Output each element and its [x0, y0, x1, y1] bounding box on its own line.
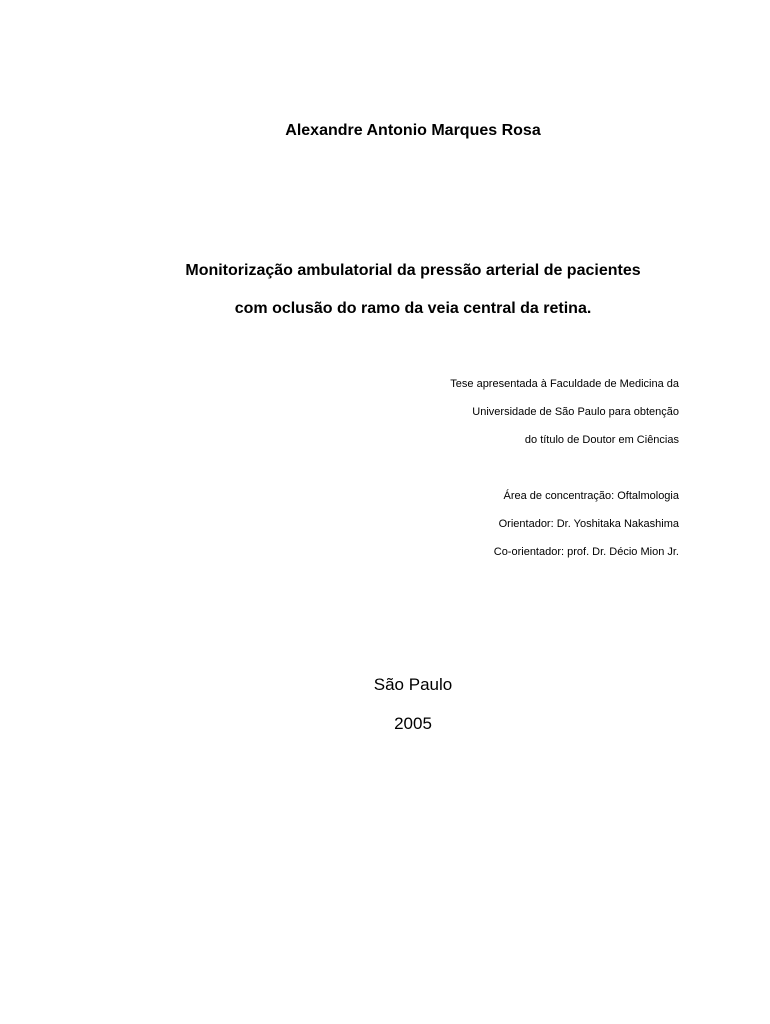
author-name: Alexandre Antonio Marques Rosa: [285, 122, 541, 139]
thesis-info-block: [450, 377, 679, 573]
thesis-title-line-1: Monitorização ambulatorial da pressão arterial de pacientes: [185, 262, 641, 279]
city: São Paulo: [373, 675, 453, 694]
concentration-area: Área de concentração: Oftalmologia: [503, 490, 679, 502]
thesis-title: [0, 260, 770, 320]
advisor: Orientador: Dr. Yoshitaka Nakashima: [498, 518, 679, 530]
info-spacer: [450, 461, 679, 489]
co-advisor: Co-orientador: prof. Dr. Décio Mion Jr.: [493, 546, 679, 558]
thesis-info-line-2: Universidade de São Paulo para obtenção: [472, 406, 679, 418]
year: 2005: [394, 714, 432, 733]
thesis-info-line-3: do título de Doutor em Ciências: [524, 434, 679, 446]
thesis-title-line-2: com oclusão do ramo da veia central da retina.: [234, 300, 592, 317]
thesis-info-line-1: Tese apresentada à Faculdade de Medicina da: [450, 378, 679, 390]
